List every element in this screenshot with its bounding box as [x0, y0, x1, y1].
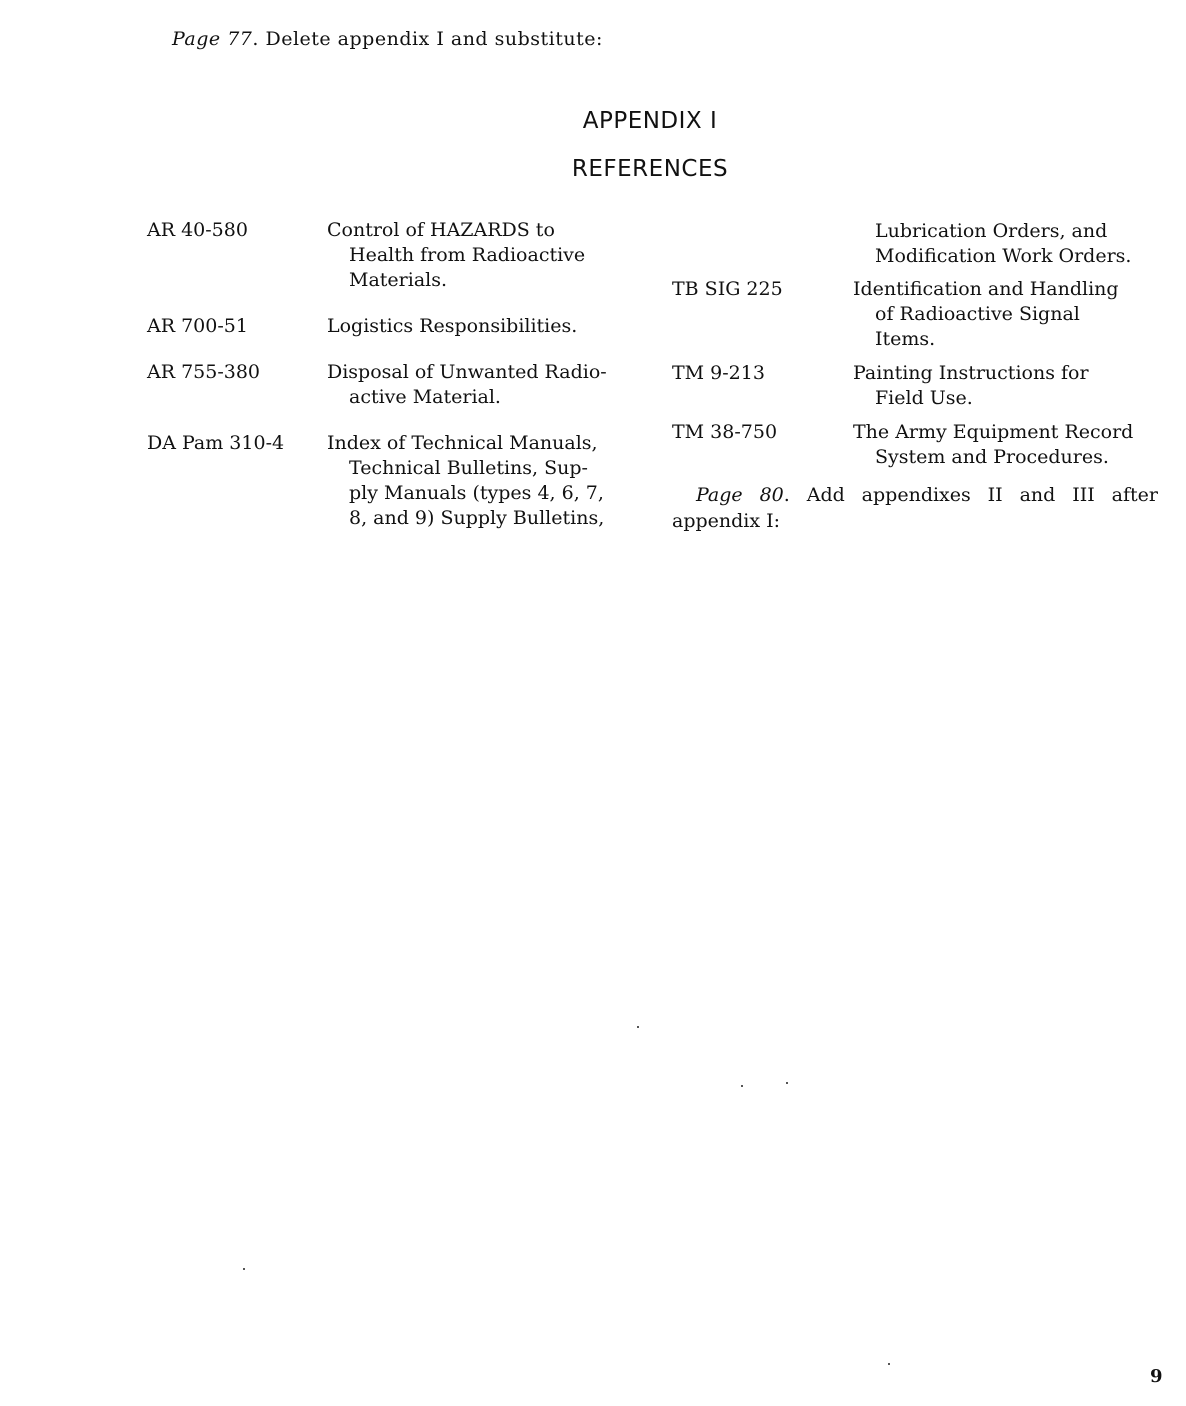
reference-title	[853, 420, 1158, 470]
addendum-instruction	[672, 482, 1158, 534]
reference-title	[853, 361, 1158, 411]
reference-code: TB SIG 225	[672, 278, 783, 300]
reference-code: AR 700-51	[147, 315, 248, 337]
reference-title-line: Items.	[875, 328, 936, 350]
reference-code: TM 38-750	[672, 421, 778, 443]
reference-title-line: Field Use.	[875, 387, 973, 409]
scan-speck	[888, 1363, 890, 1365]
reference-title-line: Identification and Handling	[853, 278, 1119, 300]
reference-title-line: Logistics Responsibilities.	[327, 315, 578, 337]
instruction-text: . Delete appendix I and substitute:	[252, 28, 603, 50]
reference-title-line: Health from Radioactive	[349, 244, 586, 266]
page-number: 9	[1150, 1366, 1163, 1387]
reference-title-line: 8, and 9) Supply Bulletins,	[349, 507, 605, 529]
reference-code: AR 755-380	[147, 361, 261, 383]
reference-title-line: Control of HAZARDS to	[327, 219, 555, 241]
reference-title-line: active Material.	[349, 386, 501, 408]
section-title: REFERENCES	[571, 156, 729, 182]
reference-title-line: Lubrication Orders, and	[875, 220, 1108, 242]
scan-speck	[243, 1268, 245, 1270]
reference-code: AR 40-580	[147, 219, 248, 241]
reference-code: DA Pam 310-4	[147, 432, 285, 454]
change-instruction	[172, 28, 603, 50]
reference-title	[327, 314, 634, 339]
reference-title	[327, 431, 634, 531]
reference-title	[327, 218, 634, 293]
reference-title-line: Modification Work Orders.	[875, 245, 1132, 267]
scan-speck	[637, 1026, 639, 1028]
instruction-page-ref: Page 77	[172, 28, 253, 50]
reference-title-line: The Army Equipment Record	[853, 421, 1134, 443]
reference-title-line: Technical Bulletins, Sup-	[349, 457, 588, 479]
scan-speck	[741, 1085, 743, 1087]
scan-speck	[786, 1082, 788, 1084]
reference-title-line: Disposal of Unwanted Radio-	[327, 361, 607, 383]
reference-title	[327, 360, 634, 410]
reference-title-line: System and Procedures.	[875, 446, 1109, 468]
addendum-page-ref: Page 80	[696, 484, 784, 506]
addendum-text: . Add appendixes II and III after appendix I:	[672, 484, 1158, 532]
reference-title-continued	[853, 219, 1158, 269]
reference-title-line: of Radioactive Signal	[875, 303, 1080, 325]
reference-title-line: Painting Instructions for	[853, 362, 1089, 384]
reference-title-line: Materials.	[349, 269, 448, 291]
appendix-title: APPENDIX I	[582, 108, 718, 134]
reference-title-line: Index of Technical Manuals,	[327, 432, 598, 454]
reference-title-line: ply Manuals (types 4, 6, 7,	[349, 482, 604, 504]
reference-title	[853, 277, 1158, 352]
reference-code: TM 9-213	[672, 362, 765, 384]
